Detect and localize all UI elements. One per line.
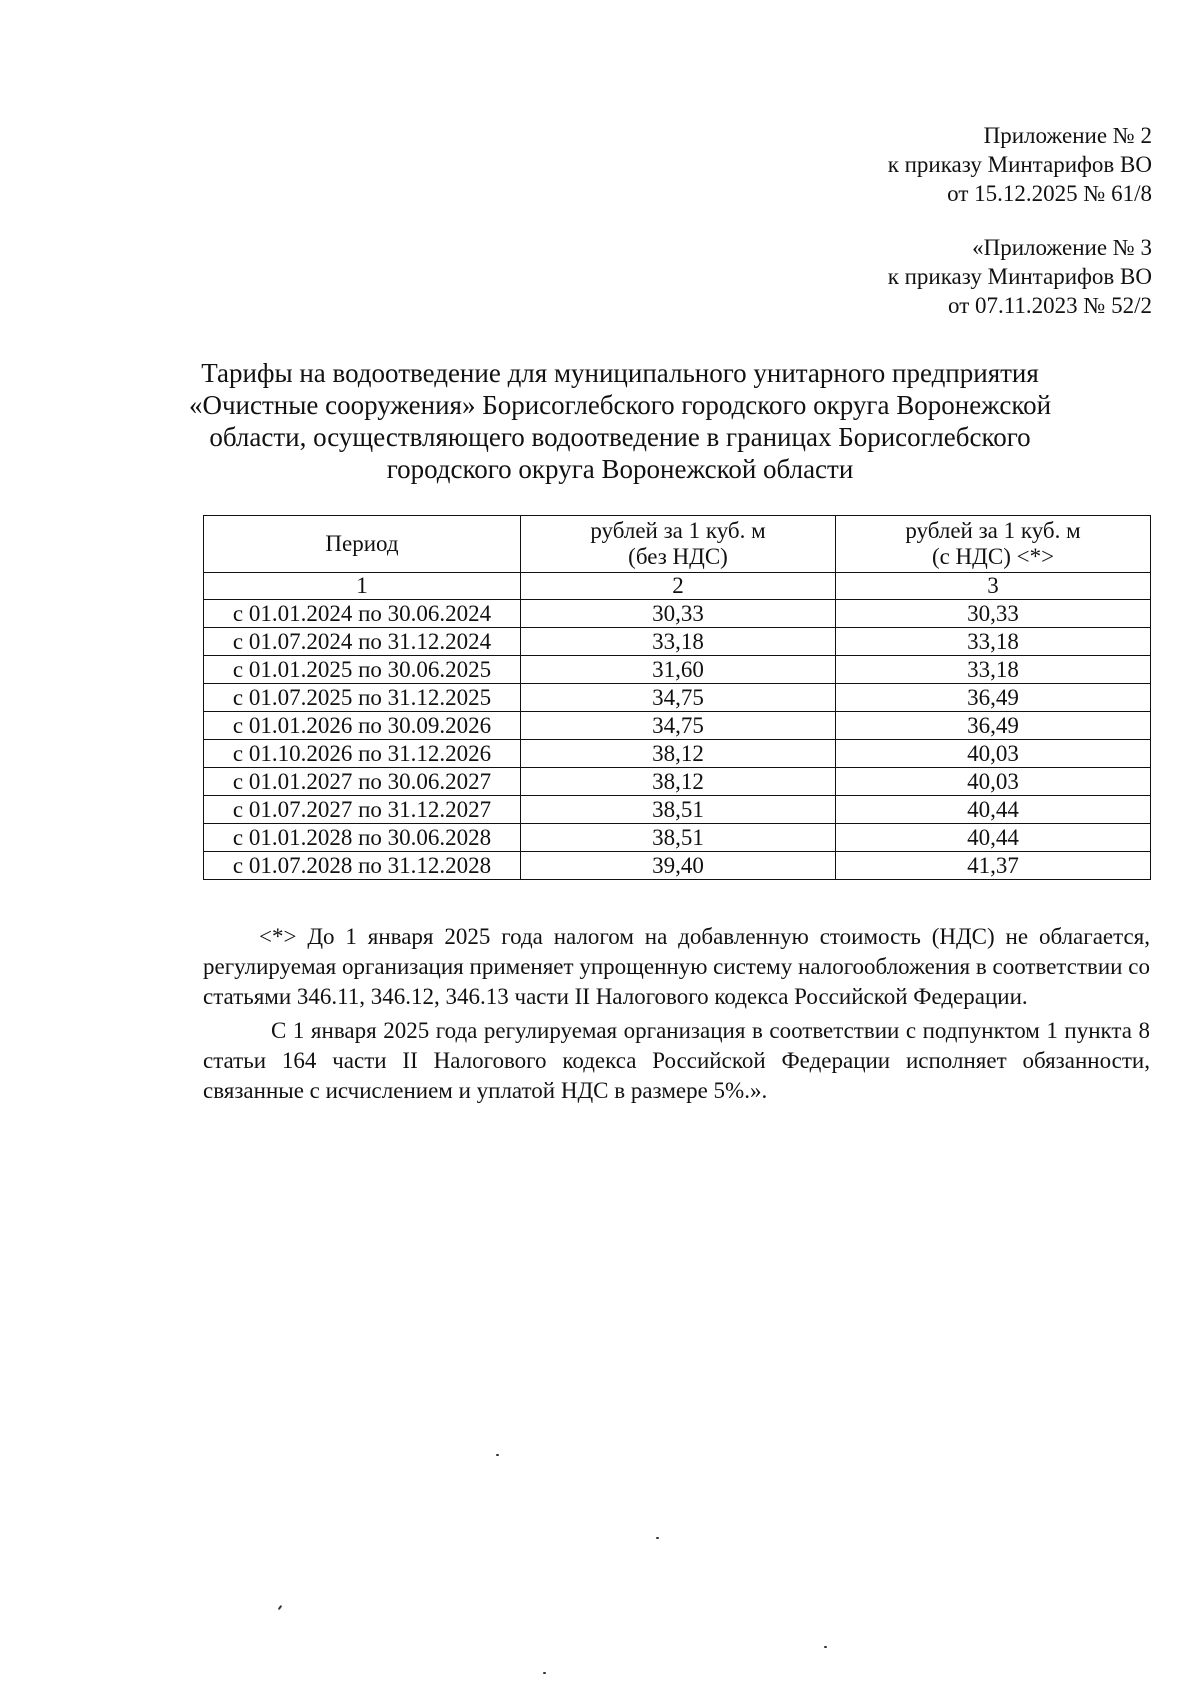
with-vat-cell: 40,03 <box>836 768 1151 796</box>
table-row <box>204 768 1151 796</box>
appendix-number: Приложение № 2 <box>983 123 1152 148</box>
table-row <box>204 628 1151 656</box>
appendix-order-date: от 15.12.2025 № 61/8 <box>947 181 1152 206</box>
no-vat-cell: 38,51 <box>521 824 836 852</box>
column-number: 2 <box>521 573 836 600</box>
period-cell: с 01.07.2028 по 31.12.2028 <box>204 852 521 880</box>
column-number: 1 <box>204 573 521 600</box>
title-line: городского округа Воронежской области <box>386 454 854 484</box>
column-header-label: Период <box>325 531 399 556</box>
no-vat-cell: 31,60 <box>521 656 836 684</box>
table-row <box>204 740 1151 768</box>
scan-speck <box>496 1454 499 1456</box>
column-number: 3 <box>836 573 1151 600</box>
column-header-label: рублей за 1 куб. м <box>905 518 1081 543</box>
appendix-header-current <box>888 121 1152 208</box>
column-header-with-vat <box>836 516 1151 573</box>
column-header-period <box>204 516 521 573</box>
table-row <box>204 656 1151 684</box>
table-row <box>204 684 1151 712</box>
table-header-row <box>204 516 1151 573</box>
tariff-table <box>203 515 1151 880</box>
period-cell: с 01.01.2027 по 30.06.2027 <box>204 768 521 796</box>
footnote-vat-obligation: С 1 января 2025 года регулируемая организация в соответствии с подпунктом 1 пункта 8 статьи 164 части II Налогового кодекса Российской Федерации исполняет обязанности, связанные с исчислением и уплатой НДС в размере 5%.». <box>203 1018 1150 1103</box>
no-vat-cell: 34,75 <box>521 712 836 740</box>
no-vat-cell: 33,18 <box>521 628 836 656</box>
period-cell: с 01.07.2024 по 31.12.2024 <box>204 628 521 656</box>
no-vat-cell: 38,51 <box>521 796 836 824</box>
table-row <box>204 796 1151 824</box>
title-line: «Очистные сооружения» Борисоглебского городского округа Воронежской <box>188 390 1052 420</box>
with-vat-cell: 30,33 <box>836 600 1151 628</box>
period-cell: с 01.10.2026 по 31.12.2026 <box>204 740 521 768</box>
document-title <box>180 357 1060 485</box>
period-cell: с 01.01.2028 по 30.06.2028 <box>204 824 521 852</box>
title-line: области, осуществляющего водоотведение в границах Борисоглебского <box>209 422 1031 452</box>
title-line: Тарифы на водоотведение для муниципального унитарного предприятия <box>201 358 1039 388</box>
footnote-vat-exemption: <*> До 1 января 2025 года налогом на добавленную стоимость (НДС) не облагается, регулируемая организация применяет упрощенную систему налогообложения в соответствии со статьями 346.11, 346.12, 346.13 части II Налогового кодекса Российской Федерации. <box>203 924 1150 1009</box>
with-vat-cell: 33,18 <box>836 628 1151 656</box>
appendix-order-ref: к приказу Минтарифов ВО <box>887 152 1152 177</box>
with-vat-cell: 36,49 <box>836 712 1151 740</box>
column-header-label: рублей за 1 куб. м <box>590 518 766 543</box>
scan-speck <box>278 1605 283 1610</box>
period-cell: с 01.01.2024 по 30.06.2024 <box>204 600 521 628</box>
tariff-table-body <box>204 600 1151 880</box>
scan-speck <box>824 1646 827 1648</box>
column-number-row <box>204 573 1151 600</box>
appendix-order-date: от 07.11.2023 № 52/2 <box>948 293 1152 318</box>
period-cell: с 01.07.2027 по 31.12.2027 <box>204 796 521 824</box>
with-vat-cell: 40,44 <box>836 824 1151 852</box>
period-cell: с 01.01.2025 по 30.06.2025 <box>204 656 521 684</box>
column-header-no-vat <box>521 516 836 573</box>
period-cell: с 01.07.2025 по 31.12.2025 <box>204 684 521 712</box>
table-row <box>204 600 1151 628</box>
footnotes <box>203 922 1150 1110</box>
scan-speck <box>656 1537 659 1539</box>
appendix-number: «Приложение № 3 <box>972 235 1152 260</box>
period-cell: с 01.01.2026 по 30.09.2026 <box>204 712 521 740</box>
table-row <box>204 824 1151 852</box>
with-vat-cell: 41,37 <box>836 852 1151 880</box>
table-row <box>204 712 1151 740</box>
no-vat-cell: 38,12 <box>521 740 836 768</box>
with-vat-cell: 33,18 <box>836 656 1151 684</box>
table-row <box>204 852 1151 880</box>
no-vat-cell: 39,40 <box>521 852 836 880</box>
no-vat-cell: 38,12 <box>521 768 836 796</box>
no-vat-cell: 30,33 <box>521 600 836 628</box>
with-vat-cell: 36,49 <box>836 684 1151 712</box>
appendix-order-ref: к приказу Минтарифов ВО <box>887 264 1152 289</box>
no-vat-cell: 34,75 <box>521 684 836 712</box>
scan-speck <box>543 1672 546 1674</box>
with-vat-cell: 40,03 <box>836 740 1151 768</box>
column-header-sublabel: (с НДС) <*> <box>931 544 1055 569</box>
with-vat-cell: 40,44 <box>836 796 1151 824</box>
appendix-header-amended <box>888 233 1152 320</box>
column-header-sublabel: (без НДС) <box>628 544 728 569</box>
